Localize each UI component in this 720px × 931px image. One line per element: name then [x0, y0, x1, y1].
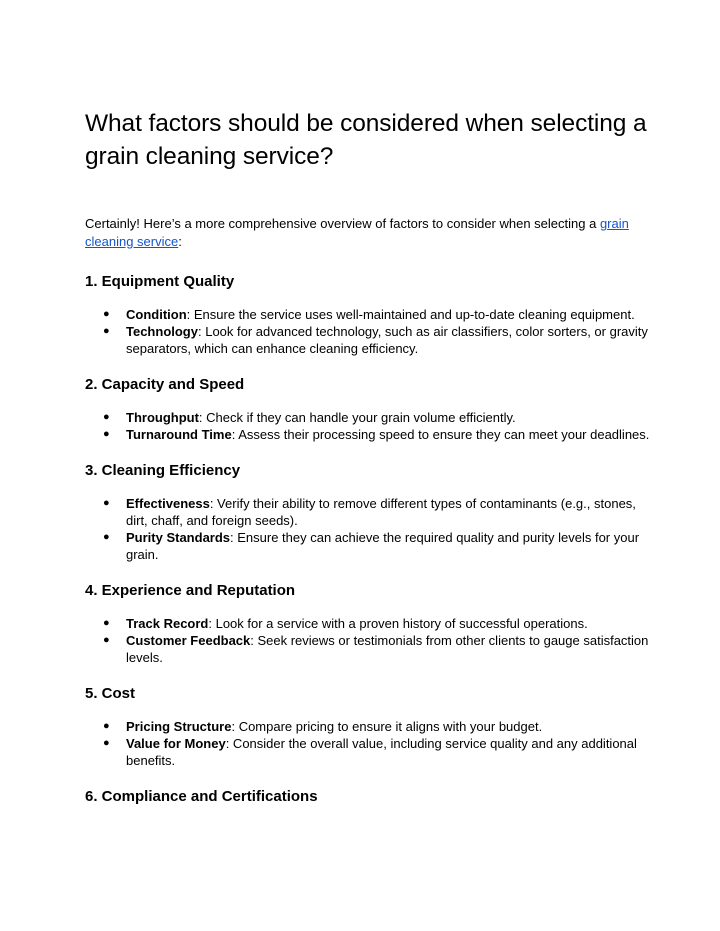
- section-heading: 3. Cleaning Efficiency: [85, 462, 241, 479]
- bullet-icon: ●: [103, 737, 110, 749]
- section-heading: 4. Experience and Reputation: [85, 582, 296, 599]
- sections-container: [85, 272, 650, 807]
- list-item-text: : Seek reviews or testimonials from other clients to gauge satisfaction levels.: [126, 633, 649, 665]
- list-item: [85, 426, 650, 443]
- bullet-icon: ●: [103, 411, 110, 423]
- list-item: [85, 323, 650, 357]
- list-item-term: Condition: [126, 307, 187, 322]
- list-item-term: Customer Feedback: [126, 633, 251, 648]
- section-heading: 1. Equipment Quality: [85, 273, 235, 290]
- section-heading: 2. Capacity and Speed: [85, 376, 245, 393]
- list-item-term: Turnaround Time: [126, 427, 232, 442]
- bullet-icon: ●: [103, 720, 110, 732]
- list-item: [85, 615, 650, 632]
- bullet-list: [85, 615, 650, 666]
- list-item-text: : Ensure the service uses well-maintained and up-to-date cleaning equipment.: [186, 307, 635, 322]
- list-item-term: Effectiveness: [126, 496, 210, 511]
- list-item-text: : Verify their ability to remove different types of contaminants (e.g., stones, dirt, chaff, and foreign seeds).: [126, 496, 636, 528]
- bullet-list: [85, 409, 650, 443]
- bullet-list: [85, 306, 650, 357]
- list-item: [85, 306, 650, 323]
- list-item: [85, 409, 650, 426]
- list-item-term: Track Record: [126, 616, 209, 631]
- list-item: [85, 735, 650, 769]
- list-item-text: : Check if they can handle your grain volume efficiently.: [198, 410, 516, 425]
- list-item-text: : Look for a service with a proven history of successful operations.: [208, 616, 588, 631]
- list-item-term: Purity Standards: [126, 530, 231, 545]
- bullet-icon: ●: [103, 634, 110, 646]
- list-item-term: Technology: [126, 324, 198, 339]
- list-item-text: : Consider the overall value, including service quality and any additional benefits.: [126, 736, 637, 768]
- intro-text-end: :: [178, 233, 182, 249]
- bullet-icon: ●: [103, 531, 110, 543]
- bullet-list: [85, 495, 650, 563]
- list-item-term: Throughput: [126, 410, 199, 425]
- section-heading: 5. Cost: [85, 685, 136, 702]
- list-item: [85, 495, 650, 529]
- list-item-text: : Look for advanced technology, such as air classifiers, color sorters, or gravity separators, which can enhance cleaning efficiency.: [126, 324, 648, 356]
- bullet-list: [85, 718, 650, 769]
- bullet-icon: ●: [103, 428, 110, 440]
- list-item-text: : Ensure they can achieve the required quality and purity levels for your grain.: [126, 530, 640, 562]
- list-item: [85, 529, 650, 563]
- page-title: What factors should be considered when selecting a grain cleaning service?: [85, 110, 647, 170]
- section-heading: 6. Compliance and Certifications: [85, 788, 318, 805]
- bullet-icon: ●: [103, 617, 110, 629]
- grain-cleaning-service-link[interactable]: grain cleaning service: [85, 216, 629, 249]
- bullet-icon: ●: [103, 308, 110, 320]
- list-item-term: Pricing Structure: [126, 719, 232, 734]
- list-item: [85, 718, 650, 735]
- list-item-text: : Assess their processing speed to ensure they can meet your deadlines.: [231, 427, 650, 442]
- list-item-term: Value for Money: [126, 736, 226, 751]
- list-item-text: : Compare pricing to ensure it aligns with your budget.: [231, 719, 543, 734]
- list-item: [85, 632, 650, 666]
- intro-paragraph: [85, 215, 650, 250]
- intro-text: Certainly! Here’s a more comprehensive overview of factors to consider when selecting a: [85, 216, 600, 231]
- bullet-icon: ●: [103, 497, 110, 509]
- bullet-icon: ●: [103, 325, 110, 337]
